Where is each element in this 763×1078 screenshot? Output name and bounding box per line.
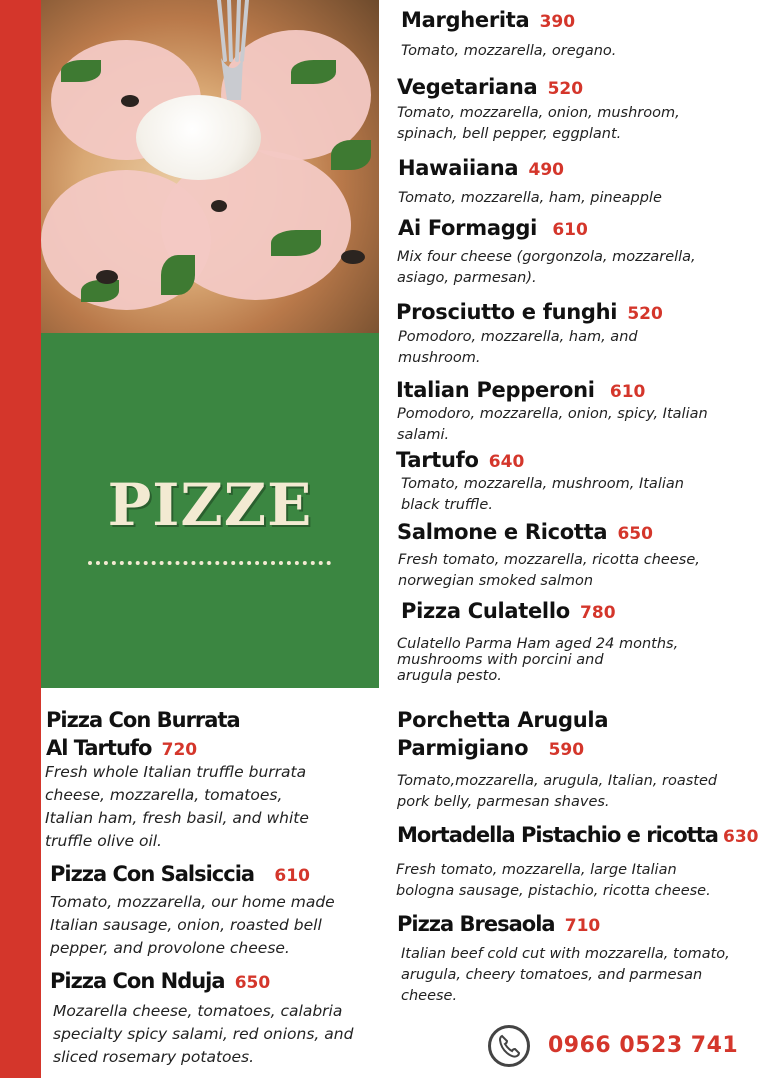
item-name: Salmone e Ricotta — [397, 520, 608, 544]
item-name: Porchetta Arugula — [397, 708, 609, 732]
item-desc: Pomodoro, mozzarella, onion, spicy, Italian salami. — [397, 406, 708, 443]
menu-item-pizza-con-burrata-al-tartufo — [46, 707, 240, 763]
item-desc: Tomato, mozzarella, our home made Italian sausage, onion, roasted bell pepper, and provolone cheese. — [50, 893, 335, 957]
title-panel — [41, 333, 379, 688]
item-name: Pizza Con Nduja — [50, 969, 225, 993]
menu-item-hawaiiana — [398, 156, 564, 180]
item-desc: Tomato, mozzarella, oregano. — [401, 43, 617, 59]
menu-item-pizza-con-nduja — [50, 969, 270, 993]
section-title: PIZZE — [107, 471, 313, 539]
menu-item-pizza-culatello — [401, 599, 616, 623]
item-name: Pizza Culatello — [401, 599, 570, 623]
item-price: 630 — [723, 827, 759, 847]
item-price: 610 — [552, 220, 588, 240]
item-price: 650 — [617, 524, 653, 544]
item-name: Pizza Bresaola — [397, 912, 555, 936]
item-price: 520 — [627, 304, 663, 324]
item-name: Hawaiiana — [398, 156, 519, 180]
menu-item-tartufo — [396, 448, 524, 472]
item-desc: Fresh tomato, mozzarella, ricotta cheese, norwegian smoked salmon — [398, 552, 700, 589]
item-name: Italian Pepperoni — [396, 378, 595, 402]
item-desc: Tomato, mozzarella, ham, pineapple — [398, 190, 662, 206]
item-price: 390 — [539, 12, 576, 32]
item-name: Pizza Con Burrata — [46, 708, 240, 732]
item-name: Parmigiano — [397, 736, 529, 760]
menu-item-vegetariana — [397, 75, 583, 99]
item-desc: Tomato, mozzarella, onion, mushroom, spinach, bell pepper, eggplant. — [397, 105, 680, 142]
phone-icon — [488, 1025, 530, 1067]
item-price: 640 — [488, 452, 525, 472]
item-desc: Pomodoro, mozzarella, ham, and mushroom. — [398, 329, 638, 366]
item-price: 520 — [547, 79, 584, 99]
item-price: 610 — [609, 382, 646, 402]
item-price: 710 — [564, 916, 601, 936]
item-price: 610 — [274, 866, 310, 886]
item-desc: Fresh tomato, mozzarella, large Italian bologna sausage, pistachio, ricotta cheese. — [396, 862, 711, 899]
item-name: Prosciutto e funghi — [396, 300, 618, 324]
menu-item-pizza-bresaola — [397, 912, 600, 936]
item-name: Vegetariana — [397, 75, 538, 99]
item-desc: Mozarella cheese, tomatoes, calabria specialty spicy salami, red onions, and sliced rosemary potatoes. — [53, 1002, 354, 1066]
menu-item-mortadella-pistachio-e-ricotta — [397, 823, 759, 847]
menu-item-ai-formaggi — [398, 216, 588, 240]
item-name: Al Tartufo — [46, 736, 152, 760]
item-name: Mortadella Pistachio e ricotta — [397, 823, 718, 847]
phone-number[interactable]: 0966 0523 741 — [548, 1033, 739, 1058]
item-price: 590 — [548, 740, 585, 760]
item-desc: Tomato,mozzarella, arugula, Italian, roasted pork belly, parmesan shaves. — [397, 773, 718, 810]
menu-item-porchetta-arugula-parmigiano — [397, 707, 608, 763]
item-desc: Fresh whole Italian truffle burrata cheese, mozzarella, tomatoes, Italian ham, fresh basil, and white truffle olive oil. — [45, 763, 309, 850]
menu-item-margherita — [401, 8, 575, 32]
item-name: Margherita — [401, 8, 530, 32]
dotted-divider — [88, 561, 331, 565]
item-desc: Tomato, mozzarella, mushroom, Italian black truffle. — [401, 476, 684, 513]
item-price: 780 — [580, 603, 616, 623]
item-name: Pizza Con Salsiccia — [50, 862, 255, 886]
item-price: 720 — [161, 740, 198, 760]
left-red-strip — [0, 0, 41, 1078]
menu-item-prosciutto-e-funghi — [396, 300, 663, 324]
item-desc: Mix four cheese (gorgonzola, mozzarella, asiago, parmesan). — [397, 249, 696, 286]
item-desc: Italian beef cold cut with mozzarella, tomato, arugula, cheery tomatoes, and parmesan cheese. — [401, 946, 730, 1004]
item-price: 490 — [528, 160, 564, 180]
item-name: Ai Formaggi — [398, 216, 538, 240]
item-price: 650 — [234, 973, 271, 993]
item-name: Tartufo — [396, 448, 479, 472]
item-desc: Culatello Parma Ham aged 24 months, mushrooms with porcini and arugula pesto. — [397, 636, 679, 684]
pizza-photo — [41, 0, 379, 333]
menu-item-pizza-con-salsiccia — [50, 862, 310, 886]
menu-item-italian-pepperoni — [396, 378, 645, 402]
menu-item-salmone-e-ricotta — [397, 520, 653, 544]
